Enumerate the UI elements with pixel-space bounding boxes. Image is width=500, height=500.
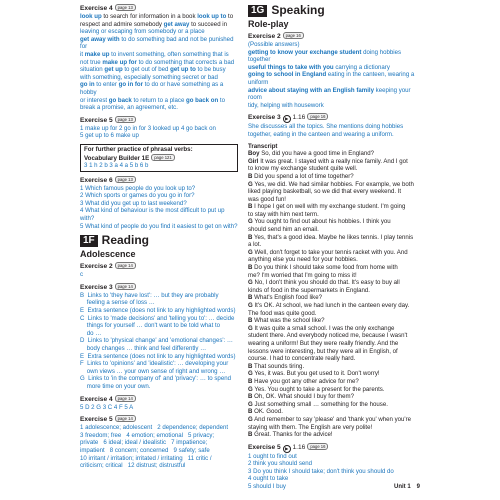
speaker-label: B — [248, 294, 253, 302]
reading-exercise-5-block — [80, 415, 238, 470]
speaker-label: Boy — [248, 150, 260, 158]
answer-line — [80, 59, 238, 67]
exercise-5-block — [80, 116, 238, 140]
exercise-heading: Exercise 6 page 13 — [80, 176, 238, 185]
answer-line: She discusses all the topics. She mentions doing hobbies — [248, 123, 404, 131]
answer-line — [248, 71, 416, 79]
answer-segment: make up for — [102, 58, 137, 66]
exercise-2-answers — [248, 49, 416, 110]
box-answers: 3 1 h 2 b 3 a 4 a 5 b 6 b — [84, 162, 149, 170]
page-badge: page 13 — [115, 4, 136, 11]
answer-segment: to get out of bed — [122, 66, 171, 74]
answer-line — [80, 13, 238, 21]
transcript-line — [248, 272, 416, 280]
speaker-label: G — [248, 279, 253, 287]
page-badge: page 13 — [115, 176, 136, 183]
section-title: Reading — [101, 233, 150, 248]
speech-text: a lot. — [248, 241, 262, 249]
answer-segment: getting to know your exchange student — [248, 48, 362, 56]
answer-line: do … — [80, 329, 102, 337]
track-number: 1.16 — [292, 443, 306, 451]
exercise-heading: Exercise 2 page 14 — [80, 262, 238, 271]
speaker-label: B — [248, 431, 253, 439]
answer-segment: advice about staying with an English family — [248, 86, 374, 94]
answer-segment: keeping your room — [248, 86, 411, 102]
page-number: 9 — [416, 484, 420, 491]
answer-line: 4 What kind of behaviour is the most difficult to put up with? — [80, 207, 225, 223]
speaker-label: G — [248, 180, 253, 188]
answer-line: E Extra sentence (does not link to any highlighted words) — [80, 352, 236, 360]
answer-segment: or interest — [80, 96, 109, 104]
answer-segment: go in — [80, 81, 95, 89]
answer-line: 5 should I buy — [248, 483, 286, 491]
speech-text: You ought to find out about his hobbies. I think you — [254, 218, 391, 226]
speaker-label: G — [248, 324, 253, 332]
speaker-label: B — [248, 317, 253, 325]
speech-text: Great. Thanks for the advice! — [254, 431, 333, 439]
speech-text: It was great. I stayed with a really nice family. And I got — [260, 157, 408, 165]
speaker-label: B — [248, 408, 253, 416]
answer-line: 1 adolescence; adolescent 2 dependence; dependent — [80, 424, 229, 432]
answer-line: 10 irritant / irritation; irritated / irritating 11 critic / — [80, 454, 212, 462]
answer-segment: get away — [163, 20, 190, 28]
transcript-line — [248, 302, 416, 310]
answer-line: C Links to 'made decisions' and 'telling you to': … decide — [80, 314, 235, 322]
exercise-heading: Exercise 4 page 14 — [80, 395, 238, 404]
page-badge: page 14 — [115, 283, 136, 290]
speech-text: Well, don't forget to take your tennis racket with you. And — [254, 248, 408, 256]
section-badge: 1G — [248, 5, 267, 17]
answer-line: 2 Which sports or games do you go in for? — [80, 192, 195, 200]
speech-text: Yes, we did. We had similar hobbies. For example, we both — [254, 180, 414, 188]
transcript-line — [248, 165, 416, 173]
transcript-line — [248, 234, 416, 242]
transcript-line — [248, 211, 416, 219]
speech-text: Did you spend a lot of time together? — [254, 172, 354, 180]
answer-segment: respect and admire somebody — [80, 20, 164, 28]
answer-line — [248, 79, 416, 87]
answer-line: 5 D 2 G 3 C 4 F 5 A — [80, 403, 134, 411]
speech-text: I hope I get on well with my exchange student. I'm going — [254, 203, 406, 211]
answer-segment: going to school in England — [248, 71, 327, 79]
audio-icon: ▶ — [283, 445, 291, 453]
speaker-label: G — [248, 400, 253, 408]
transcript-line — [248, 196, 416, 204]
answer-line — [80, 81, 238, 96]
answer-intro: (Possible answers) — [248, 41, 300, 48]
speech-text: No, I don't think you should do that. It's easy to buy all — [254, 279, 400, 287]
answer-segment: doing hobbies together — [248, 48, 402, 64]
page-badge: page 16 — [307, 443, 328, 450]
answer-segment: to do something bad and not be punished for — [80, 35, 234, 51]
page-badge: page 14 — [115, 415, 136, 422]
speech-text: Oh, OK. What should I buy for them? — [254, 393, 355, 401]
page-badge: page 14 — [115, 395, 136, 402]
transcript-line — [248, 279, 416, 287]
speech-text: course. I had to concentrate really hard. — [248, 355, 356, 363]
answer-segment: look up to — [197, 13, 227, 20]
answer-segment: it — [80, 50, 85, 58]
answer-line — [80, 97, 238, 105]
answer-segment: leaving or escaping from somebody or a place — [80, 28, 205, 36]
page-badge: page 16 — [283, 32, 304, 39]
transcript-line — [248, 393, 416, 401]
transcript-line — [248, 317, 416, 325]
speaker-label: B — [248, 393, 253, 401]
answer-line: 2 think you should send — [248, 460, 313, 468]
answer-line — [80, 104, 238, 112]
speech-text: OK. Good. — [254, 408, 283, 416]
transcript-line — [248, 226, 416, 234]
page-badge: page 16 — [307, 113, 328, 120]
answer-segment: go in for — [118, 81, 143, 89]
answer-segment: to — [226, 13, 234, 20]
transcript-line — [248, 241, 416, 249]
speech-text: That sounds tiring. — [254, 362, 305, 370]
speech-text: Do you think I should take some food from home with — [254, 264, 398, 272]
speaking-exercise-2-block — [248, 32, 416, 109]
speech-text: It's OK. At school, we had lunch in the canteen every day. — [254, 302, 410, 309]
transcript-line — [248, 355, 416, 363]
answer-line: impatient 8 concern; concerned 9 safety; safe — [80, 446, 210, 454]
speech-text: Yes. You ought to take a present for the parents. — [254, 385, 385, 393]
answer-line: things for yourself … don't want to be told what to — [80, 322, 221, 330]
speech-text: Yes, it was. But you get used to it. Don't worry! — [254, 370, 380, 378]
answer-line: 5 get up to 6 make up — [80, 132, 139, 140]
speech-text: to know my exchange student quite well. — [248, 165, 358, 173]
answer-line: c — [80, 271, 84, 279]
reading-exercise-2-block — [80, 262, 238, 279]
answer-segment: go back on — [186, 96, 219, 104]
speech-text: kinds of food in the supermarkets in England. — [248, 286, 370, 294]
transcript-line — [248, 310, 416, 318]
answer-line: 3 What did you get up to last weekend? — [80, 199, 187, 207]
transcript-line — [248, 408, 416, 416]
transcript-block — [248, 143, 416, 439]
speaker-label: G — [248, 302, 253, 309]
track-number: 1.16 — [292, 114, 306, 122]
answer-line — [80, 21, 238, 29]
speech-text: Just something small … something for the house. — [254, 400, 388, 408]
speech-text: It was quite a small school. I was the only exchange — [254, 324, 395, 332]
speech-text: anything else you need for your hobbies. — [248, 256, 358, 264]
speech-text: What was the school like? — [254, 317, 325, 325]
speaker-label: B — [248, 233, 253, 241]
answer-line: 3 freedom; free 4 emotion; emotional 5 privacy; — [80, 431, 215, 439]
answer-line — [248, 102, 416, 110]
answer-line: together, eating in the canteen and wearing a uniform. — [248, 130, 394, 138]
box-title: For further practice of phrasal verbs: — [84, 145, 193, 153]
speaker-label: G — [248, 370, 253, 378]
speech-text: lessons were interesting, but they were all in English, of — [248, 347, 398, 355]
answer-line: 5 What kind of people do you find it easiest to get on with? — [80, 222, 238, 230]
transcript-line — [248, 294, 416, 302]
answer-segment: get up — [104, 66, 123, 74]
answer-line: 4 ought to take — [248, 475, 289, 483]
answer-segment: to be busy — [195, 66, 226, 74]
transcript-line — [248, 378, 416, 386]
transcript-line — [248, 370, 416, 378]
transcript-line — [248, 287, 416, 295]
transcript-line — [248, 401, 416, 409]
answer-line: more time on your own. — [80, 382, 151, 390]
transcript-line — [248, 431, 416, 439]
unit-label: Unit 1 — [393, 484, 411, 491]
answer-line: D Links to 'physical change' and 'emotional changes': … — [80, 337, 234, 345]
transcript-line — [248, 256, 416, 264]
answer-line: 1 ought to find out — [248, 452, 297, 460]
page-footer — [388, 484, 420, 492]
answer-segment: to enter — [94, 81, 119, 89]
answer-segment: get up to — [170, 66, 196, 74]
speech-text: What's English food like? — [254, 294, 323, 302]
exercise-heading: Exercise 3 page 14 — [80, 283, 238, 292]
answer-segment: get away with — [80, 35, 120, 43]
answer-line: 1 Which famous people do you look up to? — [80, 184, 196, 192]
speech-text: me? I'm worried that I'm going to miss it! — [248, 271, 357, 279]
exercise-3-answers — [80, 292, 238, 391]
transcript-line — [248, 150, 416, 158]
answer-segment: make up — [84, 50, 110, 58]
exercise-4-answers — [80, 13, 238, 112]
speech-text: was good fun! — [248, 195, 286, 203]
speech-text: So, did you have a good time in England? — [261, 150, 375, 158]
answer-line: G Links to 'in the company of' and 'privacy': … to spend — [80, 375, 231, 383]
exercise-heading: Exercise 3 ▶ 1.16 page 16 — [248, 113, 416, 123]
answer-segment: useful things to take with you — [248, 63, 334, 71]
answer-segment: to search for information in a book — [101, 13, 198, 20]
answer-segment: to succeed in — [189, 20, 228, 28]
transcript-line — [248, 332, 416, 340]
left-column — [80, 4, 238, 474]
answer-segment: eating in the canteen, wearing a — [326, 71, 415, 79]
speaker-label: G — [248, 385, 253, 393]
answer-line — [80, 36, 238, 51]
speaker-label: G — [248, 415, 253, 423]
answer-line: E Extra sentence (does not link to any highlighted words) — [80, 307, 236, 315]
right-column — [248, 4, 416, 495]
transcript-line — [248, 188, 416, 196]
answer-line: F Links to 'opinions' and 'idealistic': … developing your — [80, 360, 229, 368]
transcript-line — [248, 363, 416, 371]
box-subtitle: Vocabulary Builder 1E page 121 — [84, 154, 234, 163]
answer-segment: to do or have something as a hobby — [80, 81, 224, 96]
answer-segment: to invent something, often something that is — [109, 50, 229, 58]
answer-segment: to return to a place — [131, 96, 187, 104]
answer-line — [248, 64, 416, 72]
transcript-line — [248, 218, 416, 226]
answer-line — [80, 28, 238, 36]
speech-text: student there. And everybody noticed me, because I wasn't — [248, 332, 408, 340]
speaking-exercise-3-block — [248, 113, 416, 138]
speech-text: Yes, that's a good idea. Maybe he likes tennis. I play tennis — [254, 233, 414, 241]
answer-line — [80, 74, 238, 82]
transcript-line — [248, 181, 416, 189]
section-title: Speaking — [271, 3, 325, 17]
speaker-label: B — [248, 203, 253, 211]
section-badge: 1F — [80, 235, 98, 247]
answer-line: criticism; critical 12 distrust; distrustful — [80, 462, 186, 470]
answer-line — [80, 51, 238, 59]
speech-text: Have you got any other advice for me? — [254, 377, 359, 385]
speaker-label: Girl — [248, 157, 259, 165]
answer-segment: situation — [80, 66, 105, 74]
speech-text: staying with them. The English are very polite! — [248, 423, 373, 431]
further-practice-box — [80, 144, 238, 172]
answer-line: private 6 ideal; ideal / idealistic 7 impatience; — [80, 439, 208, 447]
exercise-heading: Exercise 5 ▶ 1.16 page 16 — [248, 443, 416, 453]
page-badge: page 121 — [151, 154, 174, 161]
exercise-5-answers — [80, 424, 238, 470]
answer-segment: to — [218, 96, 225, 104]
answer-line: 1 make up for 2 go in for 3 looked up 4 go back on — [80, 124, 216, 132]
answer-line: feeling a sense of loss … — [80, 299, 155, 307]
answer-line: B Links to 'they have lost': … but they are probably — [80, 291, 219, 299]
answer-line — [248, 49, 416, 64]
speaker-label: G — [248, 218, 253, 226]
reading-exercise-4-block — [80, 395, 238, 412]
transcript-line — [248, 424, 416, 432]
exercise-6-block — [80, 176, 238, 231]
exercise-heading: Exercise 2 page 16 — [248, 32, 416, 41]
speech-text: And remember to say 'please' and 'thank you' when you're — [254, 415, 412, 423]
speaker-label: B — [248, 172, 253, 180]
speech-text: The food was quite good. — [248, 309, 317, 317]
answer-segment: not true — [80, 58, 103, 66]
exercise-heading: Exercise 5 page 14 — [80, 415, 238, 424]
transcript-title: Transcript — [248, 142, 278, 150]
answer-line: body changes … think and feel differently … — [80, 345, 207, 352]
transcript-line — [248, 340, 416, 348]
speech-text: should send him an email. — [248, 226, 319, 234]
answer-segment: look up — [80, 13, 102, 20]
answer-segment: uniform — [248, 78, 269, 86]
answer-segment: to do something that corrects a bad — [136, 58, 235, 66]
transcript-line — [248, 203, 416, 211]
transcript-line — [248, 386, 416, 394]
exercise-heading: Exercise 5 page 13 — [80, 116, 238, 125]
speaker-label: B — [248, 377, 253, 385]
transcript-line — [248, 264, 416, 272]
answer-line: 3 Do you think I should take; don't think you should do — [248, 467, 394, 475]
audio-icon: ▶ — [283, 115, 291, 123]
section-header-speaking — [248, 4, 416, 17]
page-badge: page 13 — [115, 116, 136, 123]
speech-text: wearing a uniform! But they were really friendly. And the — [248, 339, 399, 347]
speaker-label: B — [248, 362, 253, 370]
reading-exercise-3-block — [80, 283, 238, 391]
transcript-line — [248, 249, 416, 257]
transcript-line — [248, 158, 416, 166]
exercise-heading: Exercise 4 page 13 — [80, 4, 238, 13]
section-subtitle: Adolescence — [80, 249, 136, 260]
speaker-label: B — [248, 264, 253, 272]
page-badge: page 14 — [115, 262, 136, 269]
exercise-4-block — [80, 4, 238, 112]
answer-segment: with something, especially something secret or bad — [80, 73, 218, 81]
answer-segment: break a promise, an agreement, etc. — [80, 104, 178, 112]
speech-text: to stay with him next term. — [248, 210, 319, 218]
speaker-label: G — [248, 248, 253, 256]
answer-segment: go back — [108, 96, 132, 104]
transcript-line — [248, 173, 416, 181]
answer-line — [248, 87, 416, 102]
answer-segment: tidy, helping with housework — [248, 101, 324, 109]
answer-segment: carrying a dictionary — [333, 63, 390, 71]
transcript-line — [248, 416, 416, 424]
answer-line — [80, 66, 238, 74]
transcript-line — [248, 348, 416, 356]
transcript-lines — [248, 150, 416, 439]
speech-text: liked playing basketball, so we did that every weekend. It — [248, 188, 402, 196]
section-subtitle: Role-play — [248, 19, 289, 29]
transcript-line — [248, 325, 416, 333]
section-header-reading — [80, 234, 238, 247]
answer-line: own views … your own sense of right and wrong … — [80, 367, 226, 375]
